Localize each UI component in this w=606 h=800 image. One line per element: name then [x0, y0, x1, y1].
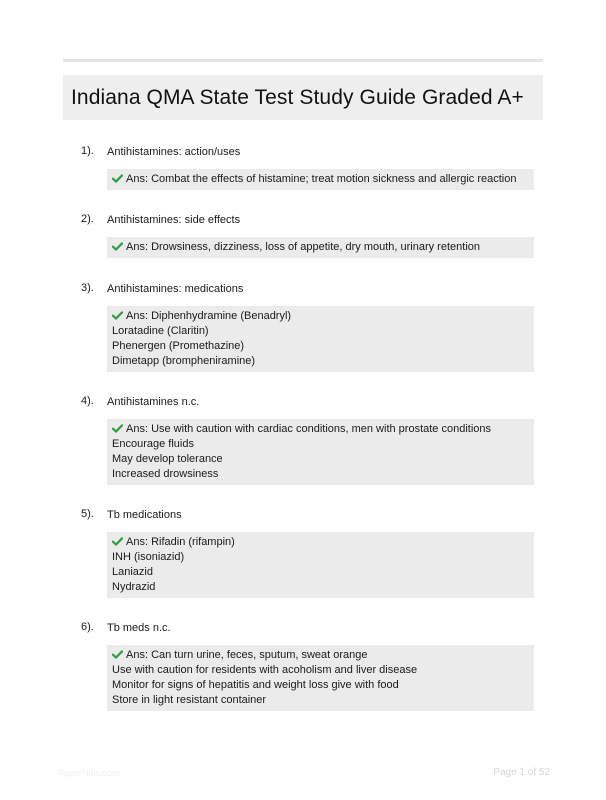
question-text: Antihistamines: action/uses: [107, 146, 241, 158]
answer-line: INH (isoniazid): [112, 551, 185, 563]
answer-box: [107, 645, 534, 711]
answer-line: Encourage fluids: [112, 438, 194, 450]
footer-watermark: PaperNibs.com: [58, 768, 120, 778]
answer-box: [107, 169, 534, 190]
question-text: Tb medications: [107, 509, 182, 521]
question-text: Antihistamines n.c.: [107, 396, 200, 408]
check-icon: [112, 424, 123, 433]
question-number: 5).: [81, 508, 94, 520]
answer-line: Loratadine (Claritin): [112, 325, 209, 337]
answer-box: [107, 237, 534, 258]
check-icon: [112, 537, 123, 546]
title-banner: [63, 75, 543, 120]
answer-line: Ans: Can turn urine, feces, sputum, sweat orange: [112, 648, 529, 663]
answer-line: Monitor for signs of hepatitis and weight loss give with food: [112, 679, 399, 691]
question-text: Tb meds n.c.: [107, 622, 171, 634]
question-number: 1).: [81, 145, 94, 157]
answer-box: [107, 532, 534, 598]
answer-line: Ans: Use with caution with cardiac conditions, men with prostate conditions: [112, 422, 529, 437]
answer-line: May develop tolerance: [112, 453, 223, 465]
check-icon: [112, 311, 123, 320]
check-icon: [112, 650, 123, 659]
answer-line: Store in light resistant container: [112, 694, 267, 706]
answer-line: Nydrazid: [112, 581, 156, 593]
answer-line: Laniazid: [112, 566, 153, 578]
question-number: 2).: [81, 213, 94, 225]
question-number: 6).: [81, 621, 94, 633]
answer-box: [107, 306, 534, 372]
answer-line: Ans: Drowsiness, dizziness, loss of appetite, dry mouth, urinary retention: [112, 240, 529, 255]
top-divider: [63, 59, 543, 62]
question-number: 3).: [81, 282, 94, 294]
answer-line: Use with caution for residents with acoholism and liver disease: [112, 664, 418, 676]
answer-line: Ans: Diphenhydramine (Benadryl): [112, 309, 529, 324]
answer-line: Dimetapp (brompheniramine): [112, 355, 256, 367]
answer-box: [107, 419, 534, 485]
check-icon: [112, 242, 123, 251]
answer-line: Ans: Rifadin (rifampin): [112, 535, 529, 550]
answer-line: Increased drowsiness: [112, 468, 219, 480]
check-icon: [112, 174, 123, 183]
question-text: Antihistamines: medications: [107, 283, 244, 295]
page-indicator: Page 1 of 52: [493, 767, 550, 778]
answer-line: Ans: Combat the effects of histamine; treat motion sickness and allergic reaction: [112, 172, 529, 187]
answer-line: Phenergen (Promethazine): [112, 340, 245, 352]
document-title: Indiana QMA State Test Study Guide Graded A+: [71, 85, 524, 109]
question-number: 4).: [81, 395, 94, 407]
question-text: Antihistamines: side effects: [107, 214, 241, 226]
